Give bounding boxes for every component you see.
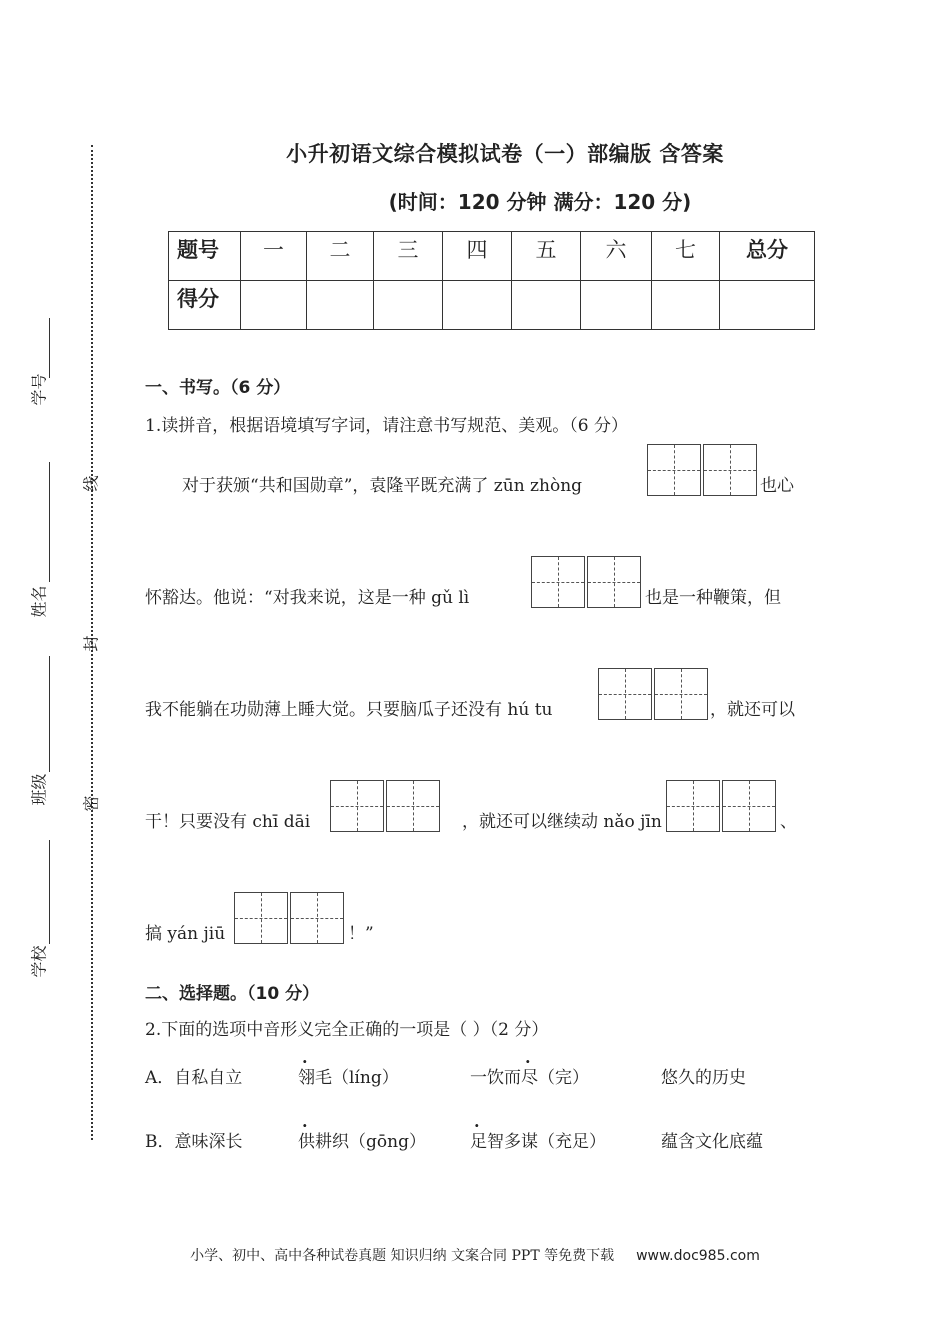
fill-line-1-end: 也心 [760,476,794,496]
fill-line-2 [145,583,469,608]
option-b-item-d: 蕴含文化底蕴 [661,1132,763,1152]
score-cell[interactable] [720,281,815,330]
score-row-label: 得分 [169,281,241,330]
char-box[interactable] [330,780,384,832]
text-segment: 耕织（gōng） [315,1132,426,1152]
score-header-cell: 总分 [720,232,815,281]
text-segment: 毛（líng） [315,1068,399,1088]
answer-grid-2[interactable] [531,556,641,608]
char-box[interactable] [531,556,585,608]
score-header-cell: 七 [652,232,720,281]
footer-link[interactable]: www.doc985.com [636,1248,760,1264]
score-header-cell: 四 [443,232,512,281]
page-footer [0,1245,950,1265]
score-cell[interactable] [374,281,443,330]
fill-line-3-end: ，就还可以 [710,700,795,720]
text-segment: 搞 [145,924,162,944]
score-cell[interactable] [307,281,374,330]
score-header-cell: 五 [512,232,581,281]
score-cell[interactable] [443,281,512,330]
emphasis-char: 足 [470,1132,487,1152]
student-id-blank[interactable] [49,318,50,378]
fill-line-4 [145,807,310,832]
option-b-label[interactable]: B．意味深长 [145,1132,243,1152]
fill-line-1 [182,471,582,496]
pinyin: zūn zhòng [493,476,583,496]
char-box[interactable] [666,780,720,832]
text-segment: 我不能躺在功勋薄上睡大觉。只要脑瓜子还没有 [145,700,502,720]
score-cell[interactable] [512,281,581,330]
student-id-label: 学号 [29,373,49,406]
pinyin: yán jiū [167,924,226,944]
answer-grid-3[interactable] [598,668,708,720]
score-table-header-row [169,232,815,281]
option-a-item-c [470,1063,589,1088]
binding-line-char: 线 [81,475,101,492]
fill-line-5 [145,919,225,944]
char-box[interactable] [598,668,652,720]
score-table-score-row [169,281,815,330]
fill-line-4-mid [462,807,662,832]
char-box[interactable] [647,444,701,496]
char-box[interactable] [386,780,440,832]
fill-line-5-end: ！” [348,924,374,944]
answer-grid-5[interactable] [666,780,776,832]
char-box[interactable] [234,892,288,944]
answer-grid-4[interactable] [330,780,440,832]
score-cell[interactable] [241,281,307,330]
text-segment: 对于获颁“共和国勋章”，袁隆平既充满了 [182,476,489,496]
text-segment: ，就还可以继续动 [462,812,598,832]
score-header-cell: 一 [241,232,307,281]
answer-grid-6[interactable] [234,892,344,944]
emphasis-char: 尽 [521,1068,538,1088]
answer-grid-1[interactable] [647,444,757,496]
score-cell[interactable] [581,281,652,330]
page-subtitle: (时间：120 分钟 满分：120 分) [388,190,692,214]
page-title: 小升初语文综合模拟试卷（一）部编版 含答案 [286,142,724,166]
pinyin: gǔ lì [431,588,470,608]
class-blank[interactable] [49,656,50,772]
option-a-item-d: 悠久的历史 [661,1068,746,1088]
fill-line-4-end: 、 [780,812,797,832]
emphasis-char: 翎 [298,1068,315,1088]
emphasis-char: 供 [298,1132,315,1152]
section2-heading: 二、选择题。（10 分） [145,984,320,1004]
score-header-cell: 题号 [169,232,241,281]
name-blank[interactable] [49,462,50,582]
option-b-item-b [298,1127,426,1152]
question-1: 1.读拼音，根据语境填写字词，请注意书写规范、美观。（6 分） [145,416,628,436]
pinyin: hú tu [507,700,553,720]
char-box[interactable] [722,780,776,832]
score-header-cell: 三 [374,232,443,281]
pinyin: nǎo jīn [603,812,662,832]
text-segment: 智多谋（充足） [487,1132,606,1152]
school-label: 学校 [29,945,49,978]
char-box[interactable] [703,444,757,496]
score-cell[interactable] [652,281,720,330]
school-blank[interactable] [49,840,50,944]
char-box[interactable] [290,892,344,944]
char-box[interactable] [587,556,641,608]
question-2: 2.下面的选项中音形义完全正确的一项是（ ）（2 分） [145,1020,549,1040]
fill-line-3 [145,695,553,720]
char-box[interactable] [654,668,708,720]
binding-close-char: 密 [81,795,101,812]
binding-seal-char: 封 [81,635,101,652]
option-b-item-c [470,1127,606,1152]
score-table [168,231,815,330]
score-header-cell: 六 [581,232,652,281]
text-segment: （完） [538,1068,589,1088]
text-segment: 怀豁达。他说：“对我来说，这是一种 [145,588,426,608]
option-a-label[interactable]: A．自私自立 [145,1068,243,1088]
pinyin: chī dāi [252,812,311,832]
footer-text: 小学、初中、高中各种试卷真题 知识归纳 文案合同 PPT 等免费下载 [190,1248,615,1264]
section1-heading: 一、书写。（6 分） [145,378,291,398]
text-segment: 一饮而 [470,1068,521,1088]
text-segment: 干！只要没有 [145,812,247,832]
option-a-item-b [298,1063,399,1088]
fill-line-2-end: 也是一种鞭策，但 [645,588,781,608]
score-header-cell: 二 [307,232,374,281]
name-label: 姓名 [29,585,49,618]
class-label: 班级 [29,773,49,806]
